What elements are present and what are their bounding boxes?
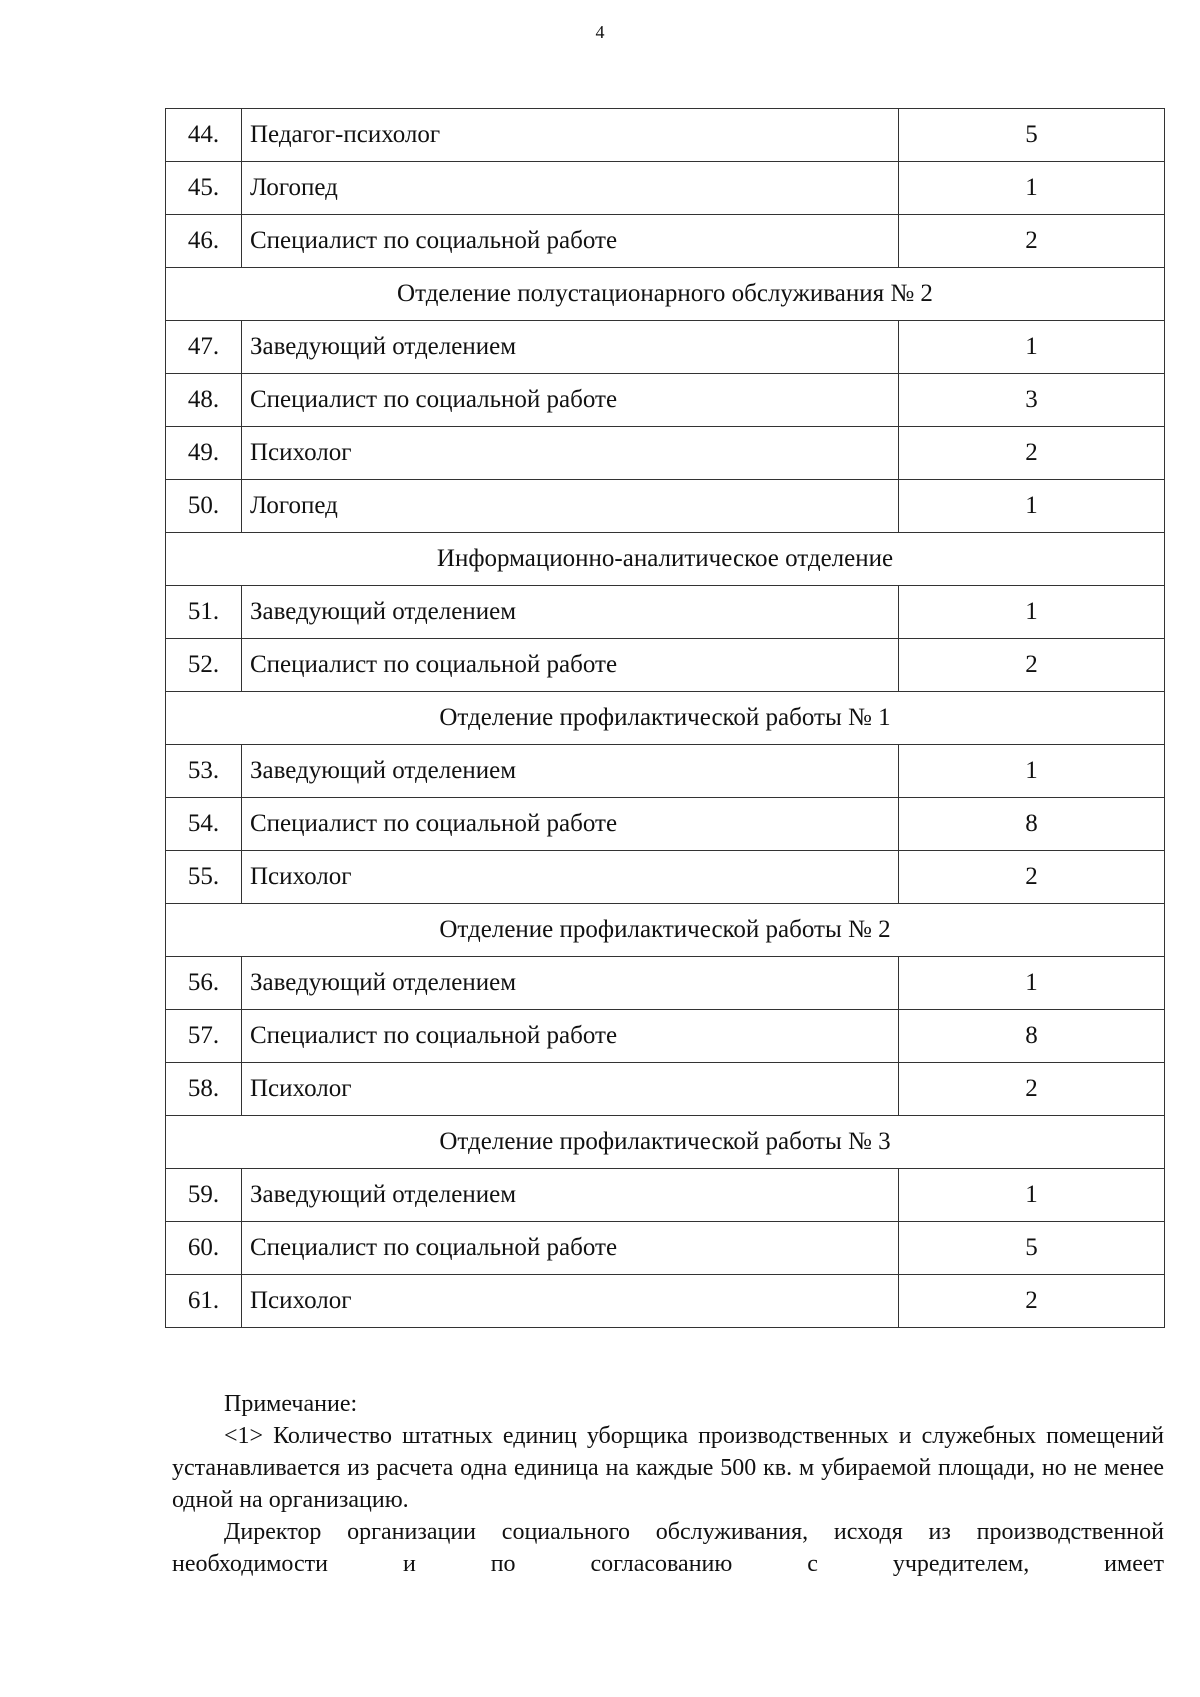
staff-count: 2 <box>899 427 1165 480</box>
row-number: 54. <box>166 798 242 851</box>
position-name: Психолог <box>242 1063 899 1116</box>
staff-table <box>165 108 1165 1328</box>
staff-count: 5 <box>899 1222 1165 1275</box>
position-name: Педагог-психолог <box>242 109 899 162</box>
section-title: Отделение профилактической работы № 1 <box>166 692 1165 745</box>
page-number: 4 <box>595 22 605 42</box>
staff-count: 3 <box>899 374 1165 427</box>
row-number: 46. <box>166 215 242 268</box>
row-number: 52. <box>166 639 242 692</box>
note-block <box>172 1388 1164 1580</box>
position-name: Заведующий отделением <box>242 321 899 374</box>
staff-count: 1 <box>899 162 1165 215</box>
staff-table-body <box>166 109 1165 1328</box>
table-row <box>166 162 1165 215</box>
note-paragraph-2: Директор организации социального обслуживания, исходя из производственной необходимости и по согласованию с учредителем, имеет <box>172 1519 1164 1577</box>
row-number: 50. <box>166 480 242 533</box>
section-row <box>166 692 1165 745</box>
position-name: Психолог <box>242 1275 899 1328</box>
table-row <box>166 427 1165 480</box>
table-row <box>166 851 1165 904</box>
table-row <box>166 745 1165 798</box>
table-row <box>166 480 1165 533</box>
section-row <box>166 904 1165 957</box>
staff-count: 8 <box>899 1010 1165 1063</box>
position-name: Психолог <box>242 851 899 904</box>
position-name: Заведующий отделением <box>242 745 899 798</box>
table-row <box>166 639 1165 692</box>
note-heading: Примечание: <box>224 1391 358 1417</box>
staff-count: 1 <box>899 1169 1165 1222</box>
position-name: Логопед <box>242 480 899 533</box>
row-number: 47. <box>166 321 242 374</box>
staff-count: 1 <box>899 745 1165 798</box>
section-row <box>166 533 1165 586</box>
position-name: Логопед <box>242 162 899 215</box>
position-name: Заведующий отделением <box>242 957 899 1010</box>
staff-count: 1 <box>899 321 1165 374</box>
section-row <box>166 1116 1165 1169</box>
table-row <box>166 1222 1165 1275</box>
row-number: 49. <box>166 427 242 480</box>
staff-count: 5 <box>899 109 1165 162</box>
table-row <box>166 798 1165 851</box>
table-row <box>166 109 1165 162</box>
position-name: Специалист по социальной работе <box>242 798 899 851</box>
staff-count: 2 <box>899 1063 1165 1116</box>
staff-count: 1 <box>899 480 1165 533</box>
row-number: 44. <box>166 109 242 162</box>
staff-count: 2 <box>899 851 1165 904</box>
row-number: 59. <box>166 1169 242 1222</box>
row-number: 53. <box>166 745 242 798</box>
position-name: Заведующий отделением <box>242 586 899 639</box>
staff-count: 2 <box>899 1275 1165 1328</box>
section-title: Отделение профилактической работы № 2 <box>166 904 1165 957</box>
staff-count: 8 <box>899 798 1165 851</box>
position-name: Специалист по социальной работе <box>242 639 899 692</box>
row-number: 55. <box>166 851 242 904</box>
table-row <box>166 586 1165 639</box>
row-number: 60. <box>166 1222 242 1275</box>
table-row <box>166 1010 1165 1063</box>
section-row <box>166 268 1165 321</box>
row-number: 56. <box>166 957 242 1010</box>
position-name: Специалист по социальной работе <box>242 1010 899 1063</box>
staff-count: 1 <box>899 957 1165 1010</box>
position-name: Заведующий отделением <box>242 1169 899 1222</box>
table-row <box>166 1169 1165 1222</box>
position-name: Специалист по социальной работе <box>242 1222 899 1275</box>
table-row <box>166 1063 1165 1116</box>
section-title: Отделение полустационарного обслуживания № 2 <box>166 268 1165 321</box>
position-name: Психолог <box>242 427 899 480</box>
table-row <box>166 1275 1165 1328</box>
position-name: Специалист по социальной работе <box>242 215 899 268</box>
section-title: Информационно-аналитическое отделение <box>166 533 1165 586</box>
row-number: 51. <box>166 586 242 639</box>
row-number: 48. <box>166 374 242 427</box>
table-row <box>166 215 1165 268</box>
row-number: 57. <box>166 1010 242 1063</box>
table-row <box>166 321 1165 374</box>
section-title: Отделение профилактической работы № 3 <box>166 1116 1165 1169</box>
staff-count: 2 <box>899 639 1165 692</box>
staff-count: 2 <box>899 215 1165 268</box>
position-name: Специалист по социальной работе <box>242 374 899 427</box>
row-number: 61. <box>166 1275 242 1328</box>
row-number: 45. <box>166 162 242 215</box>
table-row <box>166 374 1165 427</box>
row-number: 58. <box>166 1063 242 1116</box>
note-paragraph-1: <1> Количество штатных единиц уборщика производственных и служебных помещений устанавливается из расчета одна единица на каждые 500 кв. м убираемой площади, но не менее одной на организацию. <box>172 1423 1164 1513</box>
table-row <box>166 957 1165 1010</box>
staff-count: 1 <box>899 586 1165 639</box>
